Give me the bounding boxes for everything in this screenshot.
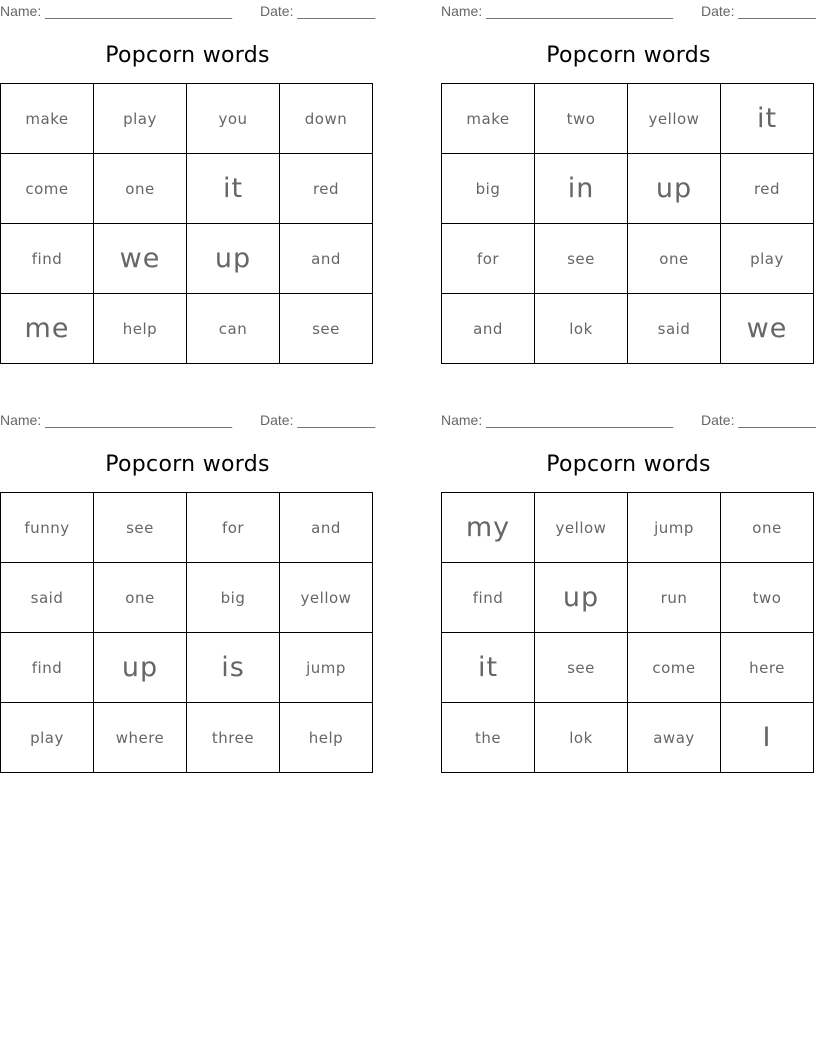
word-cell: one bbox=[628, 224, 721, 294]
grid-row bbox=[442, 224, 814, 294]
word-cell: it bbox=[187, 154, 280, 224]
word-cell: play bbox=[94, 84, 187, 154]
word-cell: yellow bbox=[280, 563, 373, 633]
word-cell: help bbox=[280, 703, 373, 773]
word-cell: you bbox=[187, 84, 280, 154]
name-field: Name: ________________________ bbox=[441, 412, 673, 428]
word-cell: for bbox=[442, 224, 535, 294]
word-cell: up bbox=[535, 563, 628, 633]
date-field: Date: __________ bbox=[701, 3, 816, 19]
word-cell: play bbox=[721, 224, 814, 294]
word-cell: see bbox=[535, 224, 628, 294]
word-cell: three bbox=[187, 703, 280, 773]
word-grid bbox=[0, 492, 373, 773]
word-cell: up bbox=[187, 224, 280, 294]
card-title: Popcorn words bbox=[546, 452, 711, 477]
bingo-card-3 bbox=[0, 409, 375, 774]
word-cell: run bbox=[628, 563, 721, 633]
word-cell: can bbox=[187, 294, 280, 364]
word-cell: we bbox=[721, 294, 814, 364]
date-field: Date: __________ bbox=[260, 3, 376, 19]
name-field: Name: ________________________ bbox=[0, 412, 232, 428]
word-cell: big bbox=[187, 563, 280, 633]
grid-row bbox=[442, 84, 814, 154]
word-cell: jump bbox=[628, 493, 721, 563]
word-cell: it bbox=[721, 84, 814, 154]
grid-row bbox=[442, 563, 814, 633]
word-cell: I bbox=[721, 703, 814, 773]
word-cell: see bbox=[535, 633, 628, 703]
word-cell: find bbox=[442, 563, 535, 633]
word-cell: two bbox=[721, 563, 814, 633]
word-cell: and bbox=[442, 294, 535, 364]
word-cell: it bbox=[442, 633, 535, 703]
word-cell: red bbox=[721, 154, 814, 224]
word-cell: and bbox=[280, 224, 373, 294]
bingo-card-1 bbox=[0, 0, 375, 365]
word-cell: up bbox=[94, 633, 187, 703]
word-cell: see bbox=[94, 493, 187, 563]
word-cell: big bbox=[442, 154, 535, 224]
word-cell: help bbox=[94, 294, 187, 364]
grid-row bbox=[1, 154, 373, 224]
word-cell: make bbox=[442, 84, 535, 154]
card-title: Popcorn words bbox=[546, 43, 711, 68]
word-cell: lok bbox=[535, 703, 628, 773]
word-cell: here bbox=[721, 633, 814, 703]
grid-row bbox=[1, 563, 373, 633]
word-cell: and bbox=[280, 493, 373, 563]
name-field: Name: ________________________ bbox=[0, 3, 232, 19]
word-grid bbox=[441, 492, 814, 773]
word-cell: find bbox=[1, 224, 94, 294]
word-cell: red bbox=[280, 154, 373, 224]
word-cell: where bbox=[94, 703, 187, 773]
word-cell: for bbox=[187, 493, 280, 563]
word-cell: the bbox=[442, 703, 535, 773]
word-cell: yellow bbox=[535, 493, 628, 563]
grid-row bbox=[442, 154, 814, 224]
grid-row bbox=[442, 493, 814, 563]
date-field: Date: __________ bbox=[260, 412, 376, 428]
grid-row bbox=[1, 224, 373, 294]
word-cell: said bbox=[628, 294, 721, 364]
word-cell: find bbox=[1, 633, 94, 703]
word-cell: funny bbox=[1, 493, 94, 563]
word-grid bbox=[0, 83, 373, 364]
word-cell: two bbox=[535, 84, 628, 154]
word-cell: is bbox=[187, 633, 280, 703]
date-field: Date: __________ bbox=[701, 412, 816, 428]
word-cell: my bbox=[442, 493, 535, 563]
word-cell: one bbox=[94, 154, 187, 224]
card-title: Popcorn words bbox=[105, 452, 270, 477]
word-cell: see bbox=[280, 294, 373, 364]
word-cell: one bbox=[721, 493, 814, 563]
grid-row bbox=[442, 633, 814, 703]
word-cell: said bbox=[1, 563, 94, 633]
grid-row bbox=[1, 633, 373, 703]
word-cell: make bbox=[1, 84, 94, 154]
card-title: Popcorn words bbox=[105, 43, 270, 68]
grid-row bbox=[1, 703, 373, 773]
word-grid bbox=[441, 83, 814, 364]
word-cell: jump bbox=[280, 633, 373, 703]
word-cell: away bbox=[628, 703, 721, 773]
grid-row bbox=[442, 294, 814, 364]
word-cell: we bbox=[94, 224, 187, 294]
grid-row bbox=[1, 493, 373, 563]
grid-row bbox=[1, 84, 373, 154]
word-cell: in bbox=[535, 154, 628, 224]
grid-row bbox=[442, 703, 814, 773]
word-cell: me bbox=[1, 294, 94, 364]
bingo-card-2 bbox=[441, 0, 816, 365]
word-cell: one bbox=[94, 563, 187, 633]
word-cell: yellow bbox=[628, 84, 721, 154]
word-cell: lok bbox=[535, 294, 628, 364]
word-cell: play bbox=[1, 703, 94, 773]
word-cell: down bbox=[280, 84, 373, 154]
word-cell: up bbox=[628, 154, 721, 224]
word-cell: come bbox=[628, 633, 721, 703]
bingo-card-4 bbox=[441, 409, 816, 774]
word-cell: come bbox=[1, 154, 94, 224]
name-field: Name: ________________________ bbox=[441, 3, 673, 19]
grid-row bbox=[1, 294, 373, 364]
